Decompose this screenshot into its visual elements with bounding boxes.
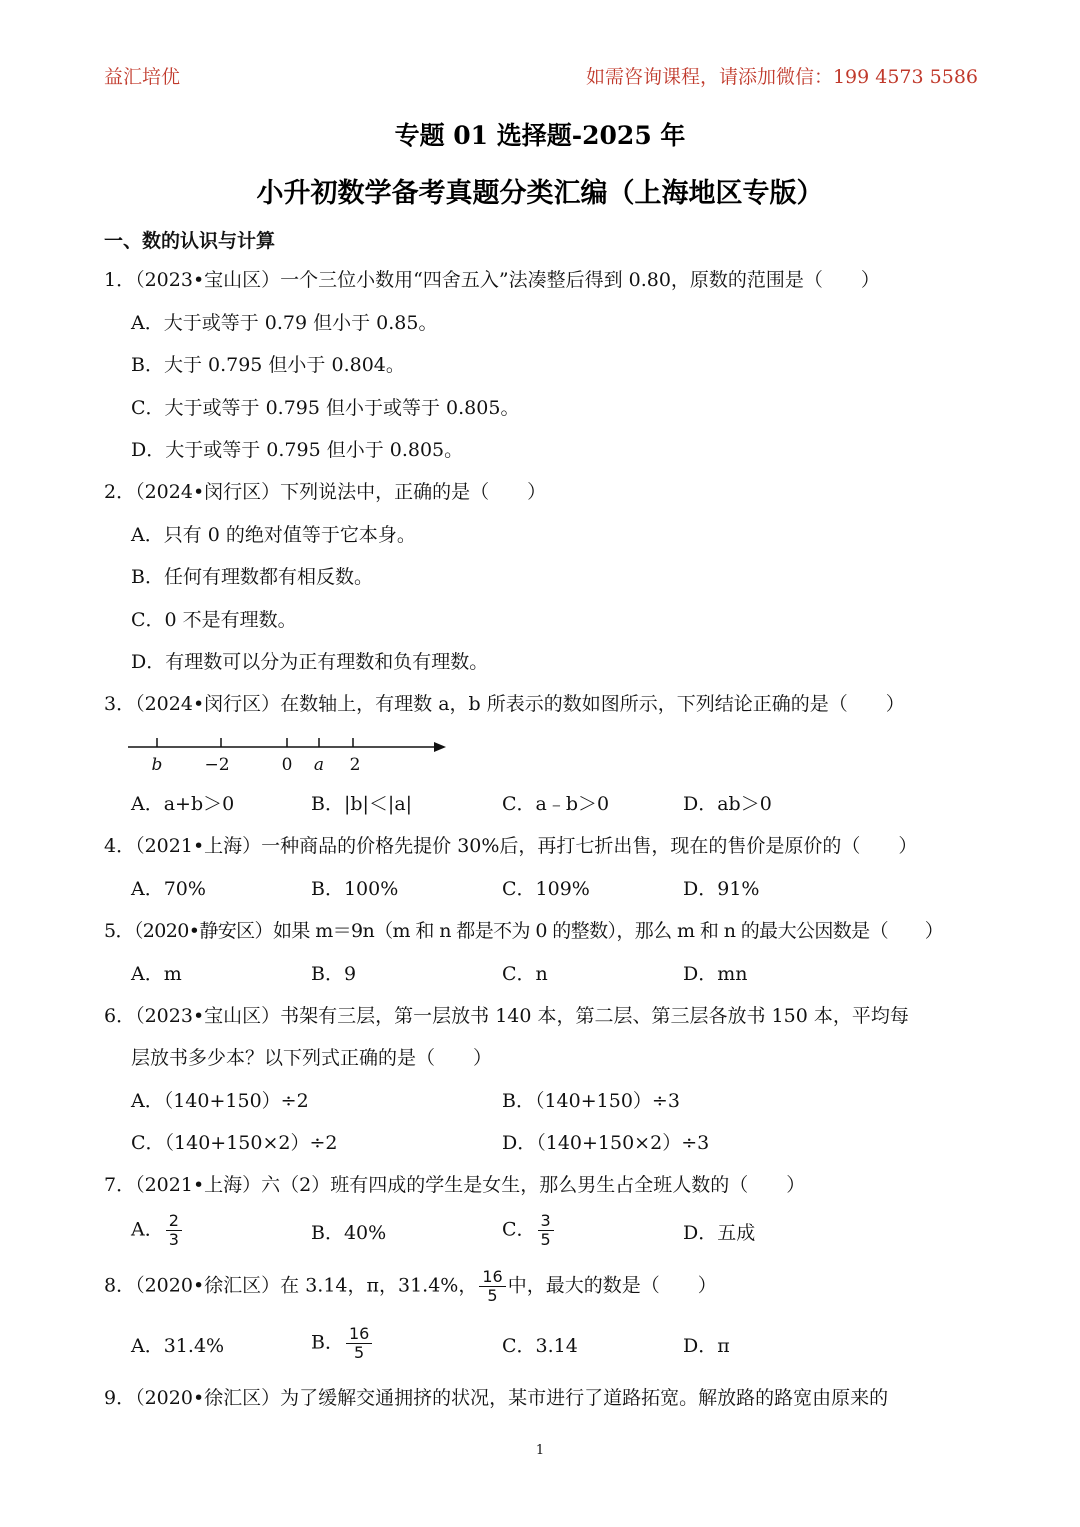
title-line1: 专题 01 选择题-2025 年 [394, 121, 686, 150]
q3-option-d: D．ab＞0 [683, 793, 772, 815]
header-brand: 益汇培优 [104, 66, 181, 88]
q4-option-c: C．109% [502, 878, 590, 900]
q6-option-d: D．（140+150×2）÷3 [502, 1132, 710, 1154]
question-6-continued: 层放书多少本？以下列式正确的是（ ） [131, 1047, 493, 1069]
question-8 [104, 1268, 717, 1305]
fraction-denominator: 5 [540, 1230, 551, 1249]
axis-label-a: a [313, 755, 325, 775]
q5-option-c: C．n [502, 963, 548, 985]
question-1: 1．（2023•宝山区）一个三位小数用“四舍五入”法凑整后得到 0.80，原数的范围是（ ） [104, 269, 880, 291]
q6-option-c: C．（140+150×2）÷2 [131, 1132, 338, 1154]
axis-label-0: 0 [281, 755, 293, 775]
q2-option-c: C．0 不是有理数。 [131, 609, 297, 631]
fraction-numerator: 3 [538, 1212, 554, 1231]
q7-option-d: D．五成 [683, 1222, 756, 1244]
q8-option-a: A．31.4% [131, 1335, 225, 1357]
question-9: 9．（2020•徐汇区）为了缓解交通拥挤的状况，某市进行了道路拓宽。解放路的路宽由原来的 [104, 1387, 889, 1409]
q1-option-c: C．大于或等于 0.795 但小于或等于 0.805。 [131, 397, 520, 419]
q5-option-a: A．m [131, 963, 182, 985]
fraction-numerator: 2 [166, 1212, 182, 1231]
number-line-figure [120, 732, 460, 780]
q8-option-c: C．3.14 [502, 1335, 578, 1357]
header-contact: 如需咨询课程，请添加微信：199 4573 5586 [585, 66, 978, 88]
q7-option-a [131, 1212, 184, 1249]
page-number: 1 [535, 1443, 545, 1458]
q7-option-c-label: C． [502, 1218, 536, 1241]
q1-option-b: B．大于 0.795 但小于 0.804。 [131, 354, 405, 376]
q6-option-a: A．（140+150）÷2 [131, 1090, 309, 1112]
question-8-text-after: 中，最大的数是（ ） [507, 1274, 717, 1297]
q7-option-a-label: A． [131, 1218, 164, 1241]
fraction-denominator: 5 [354, 1343, 365, 1362]
fraction-denominator: 3 [168, 1230, 179, 1249]
q3-option-a: A．a+b＞0 [131, 793, 235, 815]
q2-option-b: B．任何有理数都有相反数。 [131, 566, 373, 588]
q3-option-b: B．|b|＜|a| [311, 793, 413, 815]
question-8-text-before: 8．（2020•徐汇区）在 3.14，π，31.4%， [104, 1274, 478, 1297]
q8-option-b [311, 1325, 374, 1362]
q2-option-d: D．有理数可以分为正有理数和负有理数。 [131, 651, 489, 673]
q4-option-d: D．91% [683, 878, 760, 900]
q7-option-c-fraction [538, 1212, 554, 1249]
q4-option-b: B．100% [311, 878, 399, 900]
q8-option-b-fraction [346, 1325, 372, 1362]
axis-label-minus-2: −2 [204, 755, 230, 775]
question-7: 7．（2021•上海）六（2）班有四成的学生是女生，那么男生占全班人数的（ ） [104, 1174, 806, 1196]
section-heading: 一、数的认识与计算 [104, 230, 276, 252]
q5-option-b: B．9 [311, 963, 357, 985]
q2-option-a: A．只有 0 的绝对值等于它本身。 [131, 524, 416, 546]
question-2: 2．（2024•闵行区）下列说法中，正确的是（ ） [104, 481, 547, 503]
q5-option-d: D．mn [683, 963, 748, 985]
q3-option-c: C．a﹣b＞0 [502, 793, 610, 815]
q8-option-d: D．π [683, 1335, 730, 1357]
question-3: 3．（2024•闵行区）在数轴上，有理数 a，b 所表示的数如图所示，下列结论正确的是（ ） [104, 693, 905, 715]
fraction-numerator: 16 [479, 1268, 505, 1287]
fraction-denominator: 5 [487, 1286, 498, 1305]
fraction-numerator: 16 [346, 1325, 372, 1344]
question-6: 6．（2023•宝山区）书架有三层，第一层放书 140 本，第二层、第三层各放书 150 本，平均每 [104, 1005, 909, 1027]
axis-label-b: b [151, 755, 163, 775]
title-line2: 小升初数学备考真题分类汇编（上海地区专版） [256, 178, 824, 209]
q1-option-d: D．大于或等于 0.795 但小于 0.805。 [131, 439, 464, 461]
q7-option-c [502, 1212, 556, 1249]
q1-option-a: A．大于或等于 0.79 但小于 0.85。 [131, 312, 438, 334]
number-line-arrow [434, 742, 446, 752]
q8-option-b-label: B． [311, 1331, 344, 1354]
question-8-fraction [479, 1268, 505, 1305]
q7-option-b: B．40% [311, 1222, 387, 1244]
q6-option-b: B．（140+150）÷3 [502, 1090, 680, 1112]
q4-option-a: A．70% [131, 878, 206, 900]
question-5: 5．（2020•静安区）如果 m＝9n（m 和 n 都是不为 0 的整数），那么 m 和 n 的最大公因数是（ ） [104, 920, 944, 942]
axis-label-2: 2 [349, 755, 361, 775]
q7-option-a-fraction [166, 1212, 182, 1249]
question-4: 4．（2021•上海）一种商品的价格先提价 30%后，再打七折出售，现在的售价是原价的（ ） [104, 835, 918, 857]
